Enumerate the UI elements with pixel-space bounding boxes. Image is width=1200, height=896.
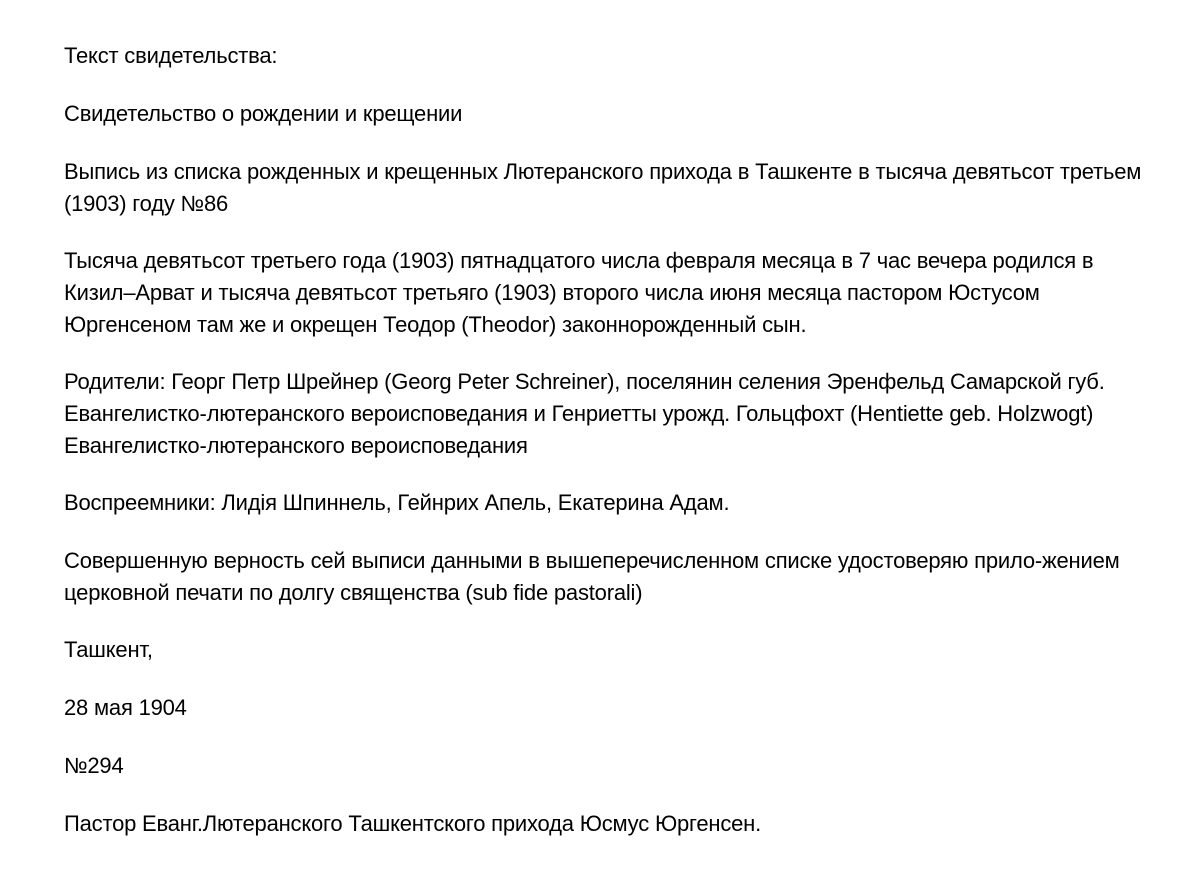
godparents-record: Воспреемники: Лидiя Шпиннель, Гейнрих Апель, Екатерина Адам.: [64, 490, 730, 515]
attestation-text: Совершенную верность сей выписи данными в вышеперечисленном списке удостоверяю прило-жением церковной печати по долгу священства (sub fide pastorali): [64, 548, 1120, 605]
birth-baptism-record: Тысяча девятьсот третьего года (1903) пятнадцатого числа февраля месяца в 7 час вечера родился в Кизил–Арват и тысяча девятьсот третьяго (1903) второго числа июня месяца пастором Юстусом Юргенсеном там же и окрещен Теодор (Theodor) законнорожденный сын.: [64, 248, 1094, 337]
issue-date: 28 мая 1904: [64, 695, 187, 720]
certificate-number: №294: [64, 753, 124, 778]
parents-record: Родители: Георг Петр Шрейнер (Georg Peter Schreiner), поселянин селения Эренфельд Самарской губ. Евангелистко-лютеранского вероисповедания и Генриетты урожд. Гольцфохт (Hentiette geb. Holzwogt) Евангелистко-лютеранского вероисповедания: [64, 369, 1105, 458]
issue-place: Ташкент,: [64, 637, 153, 662]
document-heading: Текст свидетельства:: [64, 43, 278, 68]
pastor-signature: Пастор Еванг.Лютеранского Ташкентского прихода Юсмус Юргенсен.: [64, 811, 762, 836]
register-extract: Выпись из списка рожденных и крещенных Лютеранского прихода в Ташкенте в тысяча девятьсот третьем (1903) году №86: [64, 159, 1142, 216]
certificate-title: Свидетельство о рождении и крещении: [64, 101, 463, 126]
